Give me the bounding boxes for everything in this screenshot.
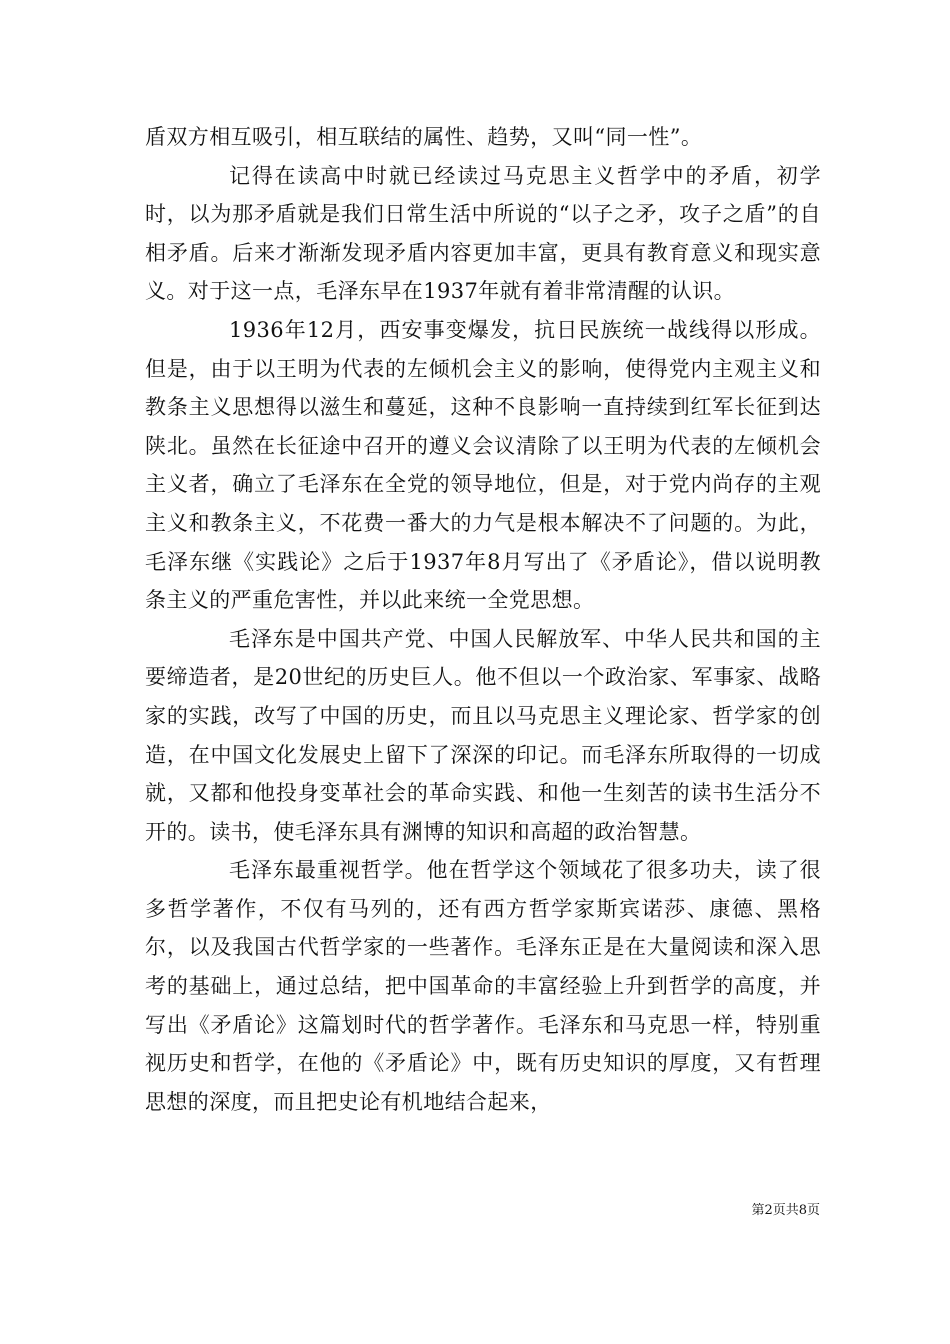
paragraph: 毛泽东是中国共产党、中国人民解放军、中华人民共和国的主要缔造者，是20世纪的历史巨人。他不但以一个政治家、军事家、战略家的实践，改写了中国的历史，而且以马克思主义理论家、哲学家的创造，在中国文化发展史上留下了深深的印记。而毛泽东所取得的一切成就，又都和他投身变革社会的革命实践、和他一生刻苦的读书生活分不开的。读书，使毛泽东具有渊博的知识和高超的政治智慧。 xyxy=(145,626,821,844)
paragraph: 毛泽东最重视哲学。他在哲学这个领域花了很多功夫，读了很多哲学著作，不仅有马列的，还有西方哲学家斯宾诺莎、康德、黑格尔，以及我国古代哲学家的一些著作。毛泽东正是在大量阅读和深入思考的基础上，通过总结，把中国革命的丰富经验上升到哲学的高度，并写出《矛盾论》这篇划时代的哲学著作。毛泽东和马克思一样，特别重视历史和哲学，在他的《矛盾论》中，既有历史知识的厚度，又有哲理思想的深度，而且把史论有机地结合起来， xyxy=(145,858,821,1114)
paragraph-continued: 盾双方相互吸引，相互联结的属性、趋势，又叫“同一性”。 xyxy=(145,125,703,149)
paragraph: 记得在读高中时就已经读过马克思主义哲学中的矛盾，初学时，以为那矛盾就是我们日常生活中所说的“以子之矛，攻子之盾”的自相矛盾。后来才渐渐发现矛盾内容更加丰富，更具有教育意义和现实意义。对于这一点，毛泽东早在1937年就有着非常清醒的认识。 xyxy=(145,163,821,304)
paragraph: 1936年12月，西安事变爆发，抗日民族统一战线得以形成。但是，由于以王明为代表的左倾机会主义的影响，使得党内主观主义和教条主义思想得以滋生和蔓延，这种不良影响一直持续到红军长征到达陕北。虽然在长征途中召开的遵义会议清除了以王明为代表的左倾机会主义者，确立了毛泽东在全党的领导地位，但是，对于党内尚存的主观主义和教条主义，不花费一番大的力气是根本解决不了问题的。为此，毛泽东继《实践论》之后于1937年8月写出了《矛盾论》，借以说明教条主义的严重危害性，并以此来统一全党思想。 xyxy=(145,317,821,613)
page-number: 第2页共8页 xyxy=(751,1203,820,1218)
document-body xyxy=(145,118,821,1121)
